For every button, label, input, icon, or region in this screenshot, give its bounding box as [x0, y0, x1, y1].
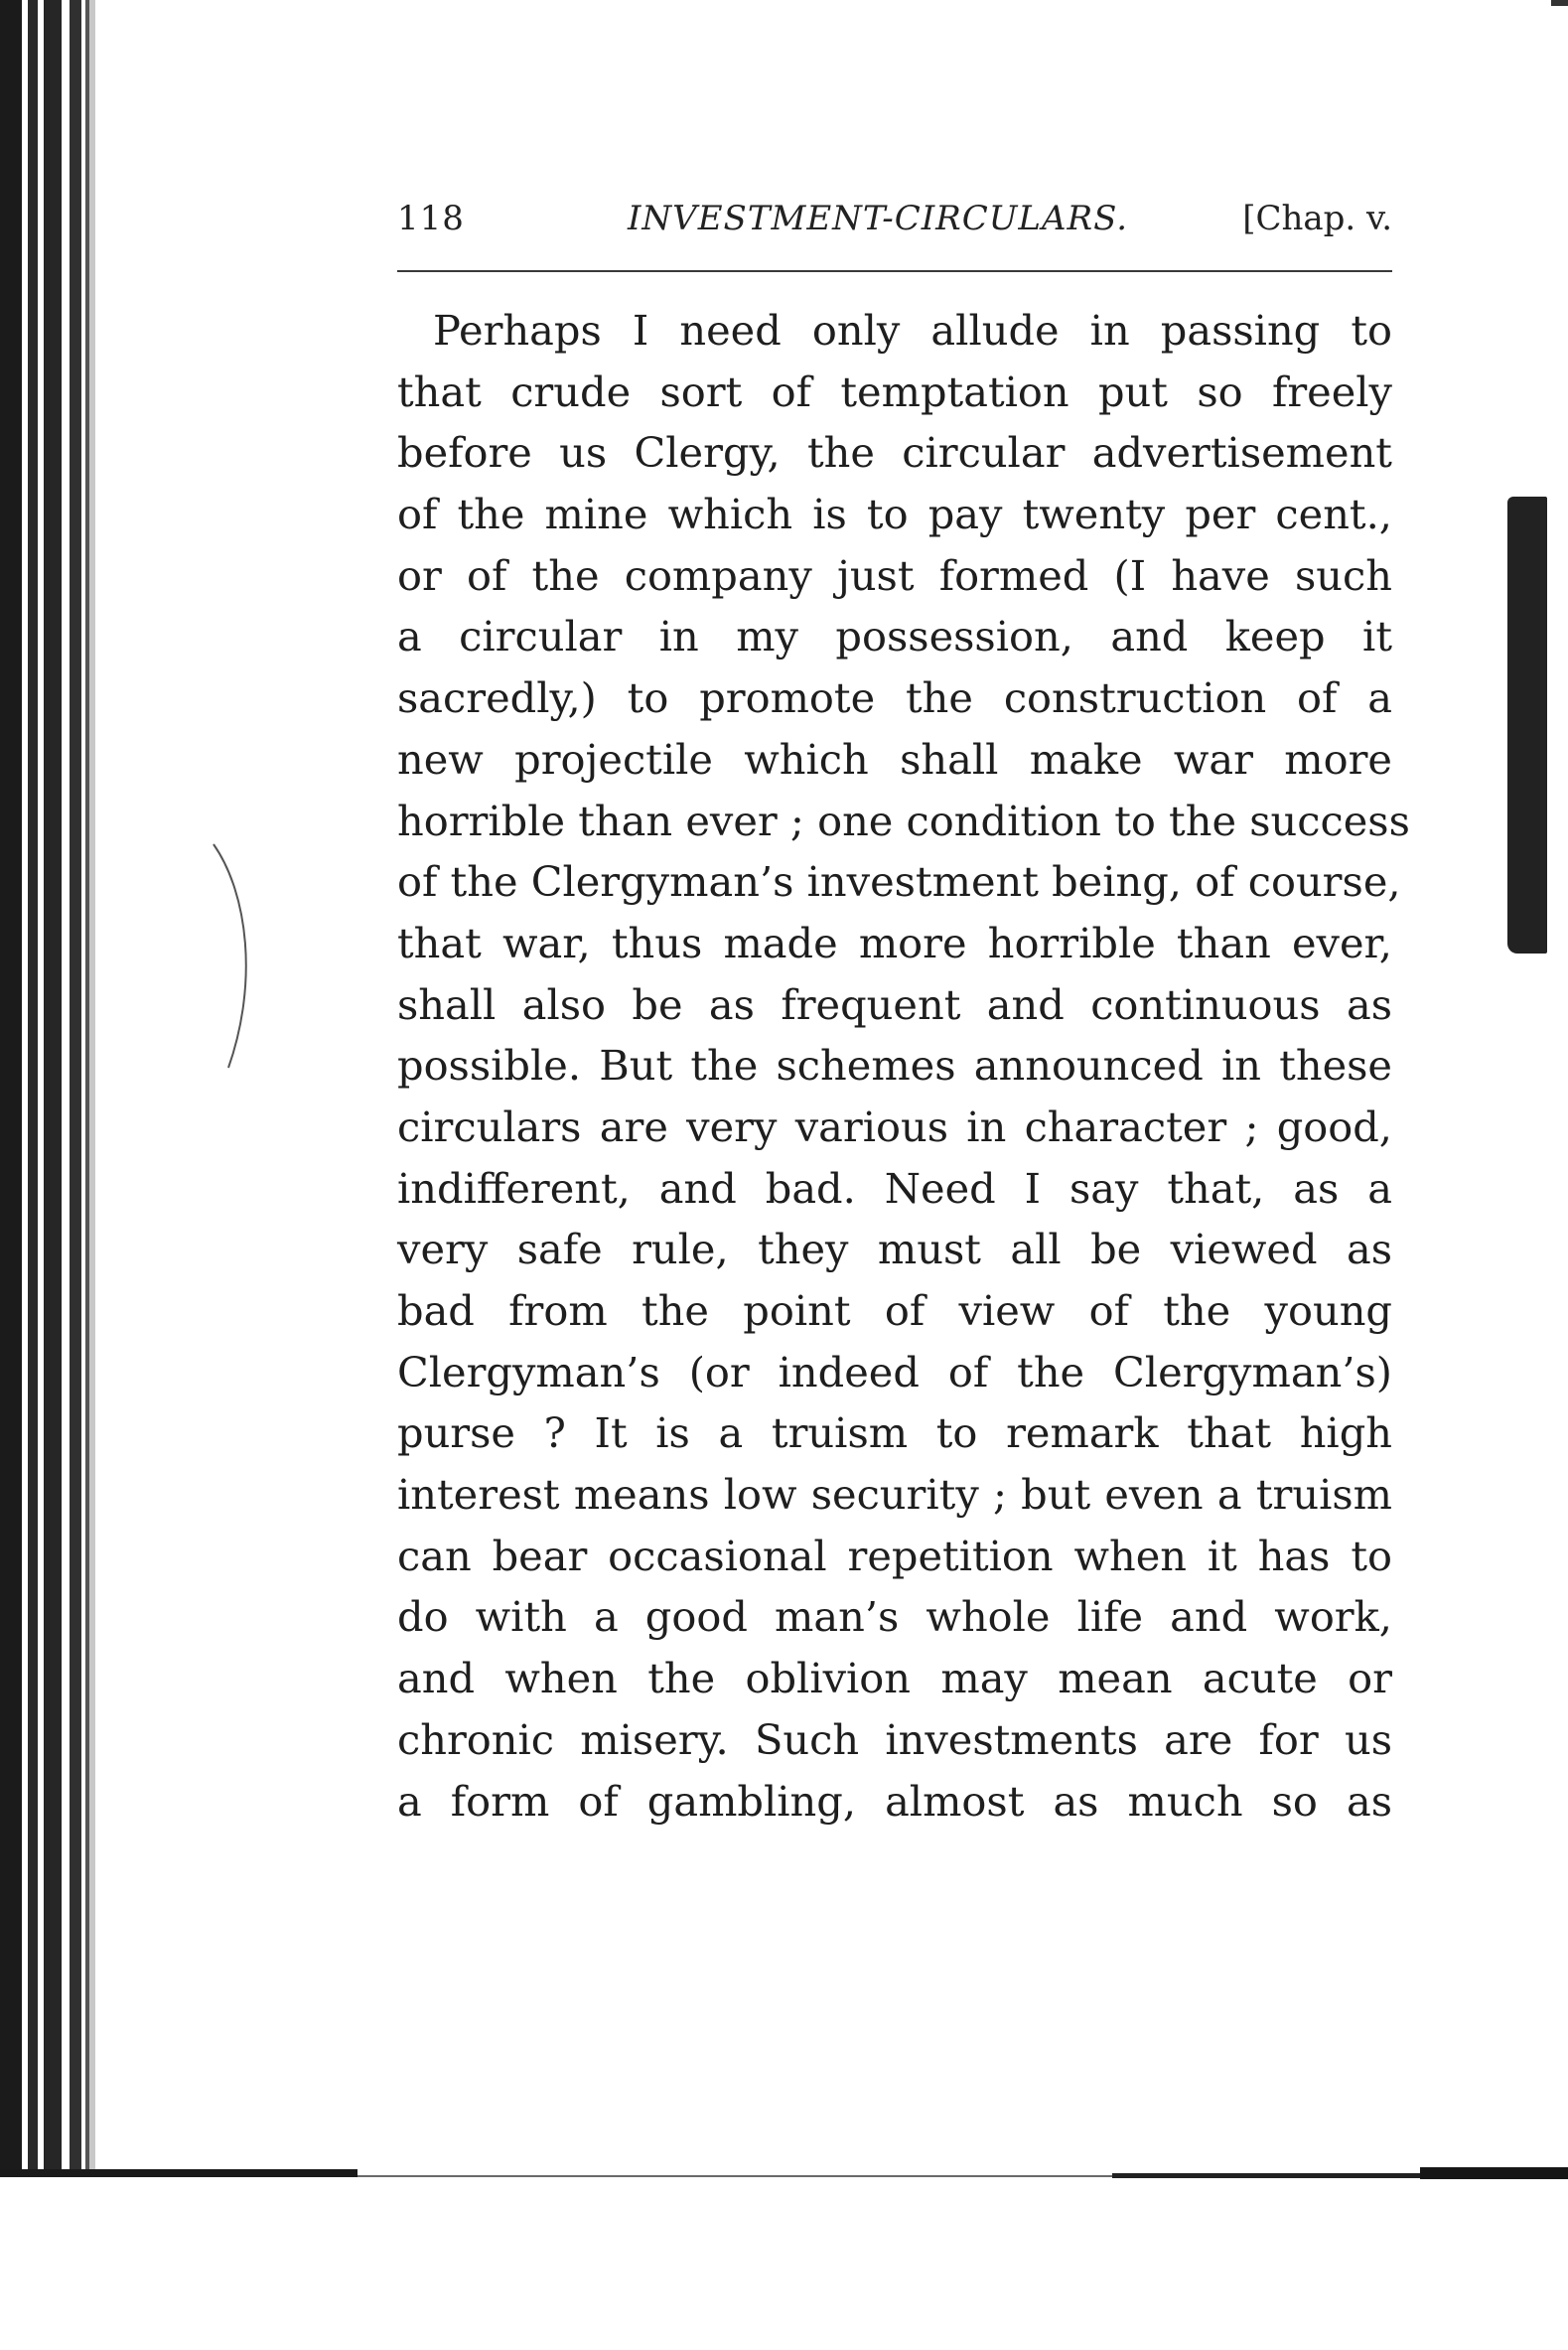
header-rule — [397, 270, 1392, 272]
chapter-label: [Chap. v. — [1242, 199, 1392, 238]
binding-shadow — [89, 0, 95, 2170]
text-line: of the Clergyman’s investment being, of course, — [397, 857, 1401, 907]
binding-gutter — [44, 0, 62, 2170]
text-line: Clergyman’s (or indeed of the Clergyman’s) — [397, 1347, 1392, 1396]
text-line: before us Clergy, the circular advertisement — [397, 428, 1392, 478]
text-line: or of the company just formed (I have such — [397, 550, 1392, 600]
text-line: circulars are very various in character ; good, — [397, 1102, 1392, 1151]
text-line: of the mine which is to pay twenty per cent., — [397, 490, 1392, 539]
text-line: shall also be as frequent and continuous as — [397, 979, 1392, 1029]
text-line: that war, thus made more horrible than ever, — [397, 918, 1392, 967]
text-line: can bear occasional repetition when it has to — [397, 1531, 1392, 1580]
text-line: indifferent, and bad. Need I say that, as a — [397, 1163, 1392, 1213]
text-line: new projectile which shall make war more — [397, 734, 1392, 784]
binding-gutter — [70, 0, 81, 2170]
text-line: do with a good man’s whole life and work, — [397, 1592, 1392, 1642]
running-title: INVESTMENT-CIRCULARS. — [628, 199, 1129, 238]
text-line: sacredly,) to promote the construction of a — [397, 673, 1392, 723]
text-line: bad from the point of view of the young — [397, 1286, 1392, 1335]
page-bottom-edge — [0, 2163, 1568, 2179]
text-line: and when the oblivion may mean acute or — [397, 1654, 1392, 1703]
running-head — [397, 199, 1392, 250]
margin-pencil-mark — [209, 834, 268, 1073]
text-line: Perhaps I need only allude in passing to — [433, 306, 1392, 355]
text-line: a circular in my possession, and keep it — [397, 612, 1392, 661]
page-number: 118 — [397, 199, 465, 238]
text-line: possible. But the schemes announced in these — [397, 1041, 1392, 1091]
scan-edge-mark — [1507, 497, 1547, 954]
scan-corner-mark — [1551, 0, 1568, 6]
text-line: very safe rule, they must all be viewed as — [397, 1225, 1392, 1274]
text-line: interest means low security ; but even a truism — [397, 1470, 1392, 1520]
text-line: a form of gambling, almost as much so as — [397, 1776, 1392, 1826]
text-line: horrible than ever ; one condition to the success — [397, 796, 1410, 845]
binding-gutter — [28, 0, 38, 2170]
text-line: that crude sort of temptation put so freely — [397, 367, 1392, 416]
text-line: purse ? It is a truism to remark that high — [397, 1408, 1392, 1458]
binding-gutter — [0, 0, 22, 2170]
body-paragraph — [397, 300, 1410, 1832]
text-line: chronic misery. Such investments are for us — [397, 1714, 1392, 1764]
